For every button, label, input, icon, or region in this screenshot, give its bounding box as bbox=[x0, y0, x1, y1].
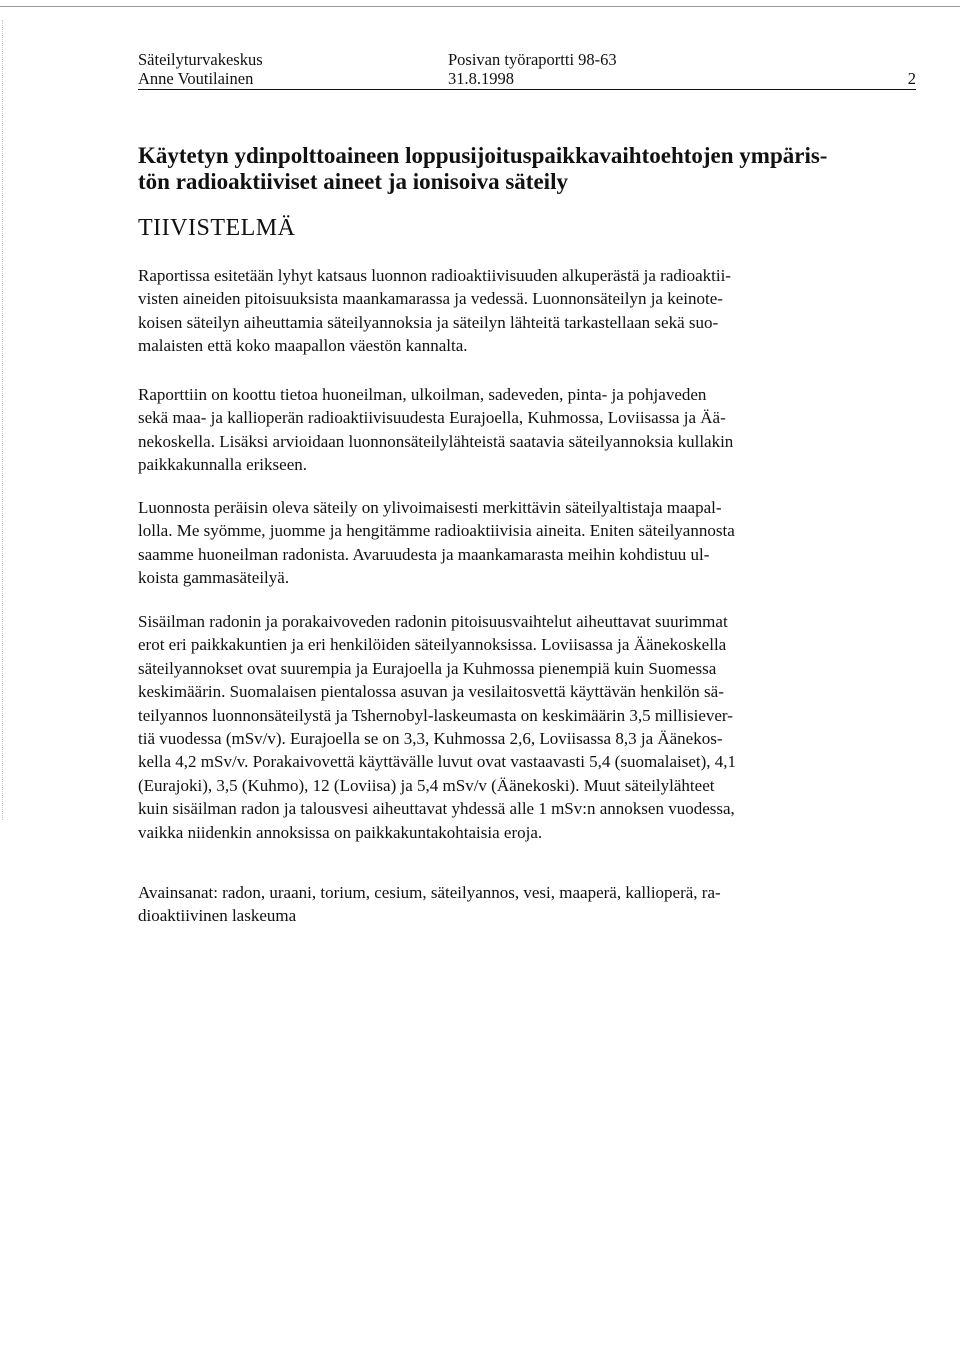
header-organization: Säteilyturvakeskus bbox=[138, 50, 263, 69]
text-line: paikkakunnalla erikseen. bbox=[138, 455, 307, 475]
text-line: säteilyannokset ovat suurempia ja Eurajoella ja Kuhmossa pienempiä kuin Suomessa bbox=[138, 658, 717, 678]
text-line: visten aineiden pitoisuuksista maankamarassa ja vedessä. Luonnonsäteilyn ja keinote- bbox=[138, 289, 723, 309]
text-line: Raportissa esitetään lyhyt katsaus luonnon radioaktiivisuuden alkuperästä ja radioaktii- bbox=[138, 266, 731, 285]
text-line: sekä maa- ja kallioperän radioaktiivisuudesta Eurajoella, Kuhmossa, Loviisassa ja Ää- bbox=[138, 408, 726, 428]
text-line: nekoskella. Lisäksi arvioidaan luonnonsäteilylähteistä saatavia säteilyannoksia kullakin bbox=[138, 431, 734, 451]
text-line: koista gammasäteilyä. bbox=[138, 568, 290, 588]
header-row-2 bbox=[138, 69, 916, 88]
text-line: keskimäärin. Suomalaisen pientalossa asuvan ja vesilaitosvettä käyttävän henkilön sä- bbox=[138, 682, 724, 702]
scan-border-left bbox=[2, 20, 3, 820]
text-line: Luonnosta peräisin oleva säteily on ylivoimaisesti merkittävin säteilyaltistaja maapal- bbox=[138, 498, 722, 517]
header-row-1 bbox=[138, 50, 916, 69]
text-line: tiä vuodessa (mSv/v). Eurajoella se on 3,3, Kuhmossa 2,6, Loviisassa 8,3 ja Äänekos- bbox=[138, 729, 723, 749]
abstract-paragraph-4 bbox=[138, 610, 818, 844]
text-line: saamme huoneilman radonista. Avaruudesta ja maankamarasta meihin kohdistuu ul- bbox=[138, 544, 710, 564]
page-number: 2 bbox=[907, 69, 916, 88]
text-line: (Eurajoki), 3,5 (Kuhmo), 12 (Loviisa) ja 5,4 mSv/v (Äänekoski). Muut säteilylähteet bbox=[138, 775, 715, 795]
text-line: malaisten että koko maapallon väestön kannalta. bbox=[138, 336, 468, 356]
title-line: tön radioaktiiviset aineet ja ionisoiva säteily bbox=[138, 169, 568, 194]
text-line: kella 4,2 mSv/v. Porakaivovettä käyttävälle luvut ovat vastaavasti 5,4 (suomalaiset), 4,1 bbox=[138, 752, 737, 772]
header-date: 31.8.1998 bbox=[448, 69, 514, 88]
keywords bbox=[138, 881, 818, 928]
text-line: erot eri paikkakuntien ja eri henkilöiden säteilyannoksissa. Loviisassa ja Äänekoskella bbox=[138, 635, 727, 655]
abstract-paragraph-1 bbox=[138, 264, 818, 358]
document-title bbox=[138, 143, 828, 195]
scan-border-top bbox=[0, 6, 960, 7]
text-line: Avainsanat: radon, uraani, torium, cesium, säteilyannos, vesi, maaperä, kallioperä, ra- bbox=[138, 883, 721, 902]
abstract-paragraph-3 bbox=[138, 496, 818, 590]
header-rule bbox=[138, 89, 916, 90]
text-line: vaikka niidenkin annoksissa on paikkakuntakohtaisia eroja. bbox=[138, 822, 543, 842]
text-line: koisen säteilyn aiheuttamia säteilyannoksia ja säteilyn lähteitä tarkastellaan sekä suo- bbox=[138, 312, 719, 332]
text-line: teilyannos luonnonsäteilystä ja Tshernobyl-laskeumasta on keskimäärin 3,5 millisiever- bbox=[138, 705, 733, 725]
title-line: Käytetyn ydinpolttoaineen loppusijoituspaikkavaihtoehtojen ympäris- bbox=[138, 143, 828, 168]
text-line: Raporttiin on koottu tietoa huoneilman, ulkoilman, sadeveden, pinta- ja pohjaveden bbox=[138, 385, 707, 404]
header-report-id: Posivan työraportti 98-63 bbox=[448, 50, 617, 69]
text-line: lolla. Me syömme, juomme ja hengitämme radioaktiivisia aineita. Eniten säteilyannosta bbox=[138, 521, 735, 541]
text-line: kuin sisäilman radon ja talousvesi aiheuttavat yhdessä alle 1 mSv:n annoksen vuodessa, bbox=[138, 799, 735, 819]
header-author: Anne Voutilainen bbox=[138, 69, 254, 88]
text-line: Sisäilman radonin ja porakaivoveden radonin pitoisuusvaihtelut aiheuttavat suurimmat bbox=[138, 612, 728, 631]
abstract-heading: TIIVISTELMÄ bbox=[138, 215, 296, 241]
abstract-paragraph-2 bbox=[138, 383, 818, 477]
page-header bbox=[138, 50, 916, 90]
text-line: dioaktiivinen laskeuma bbox=[138, 906, 297, 926]
